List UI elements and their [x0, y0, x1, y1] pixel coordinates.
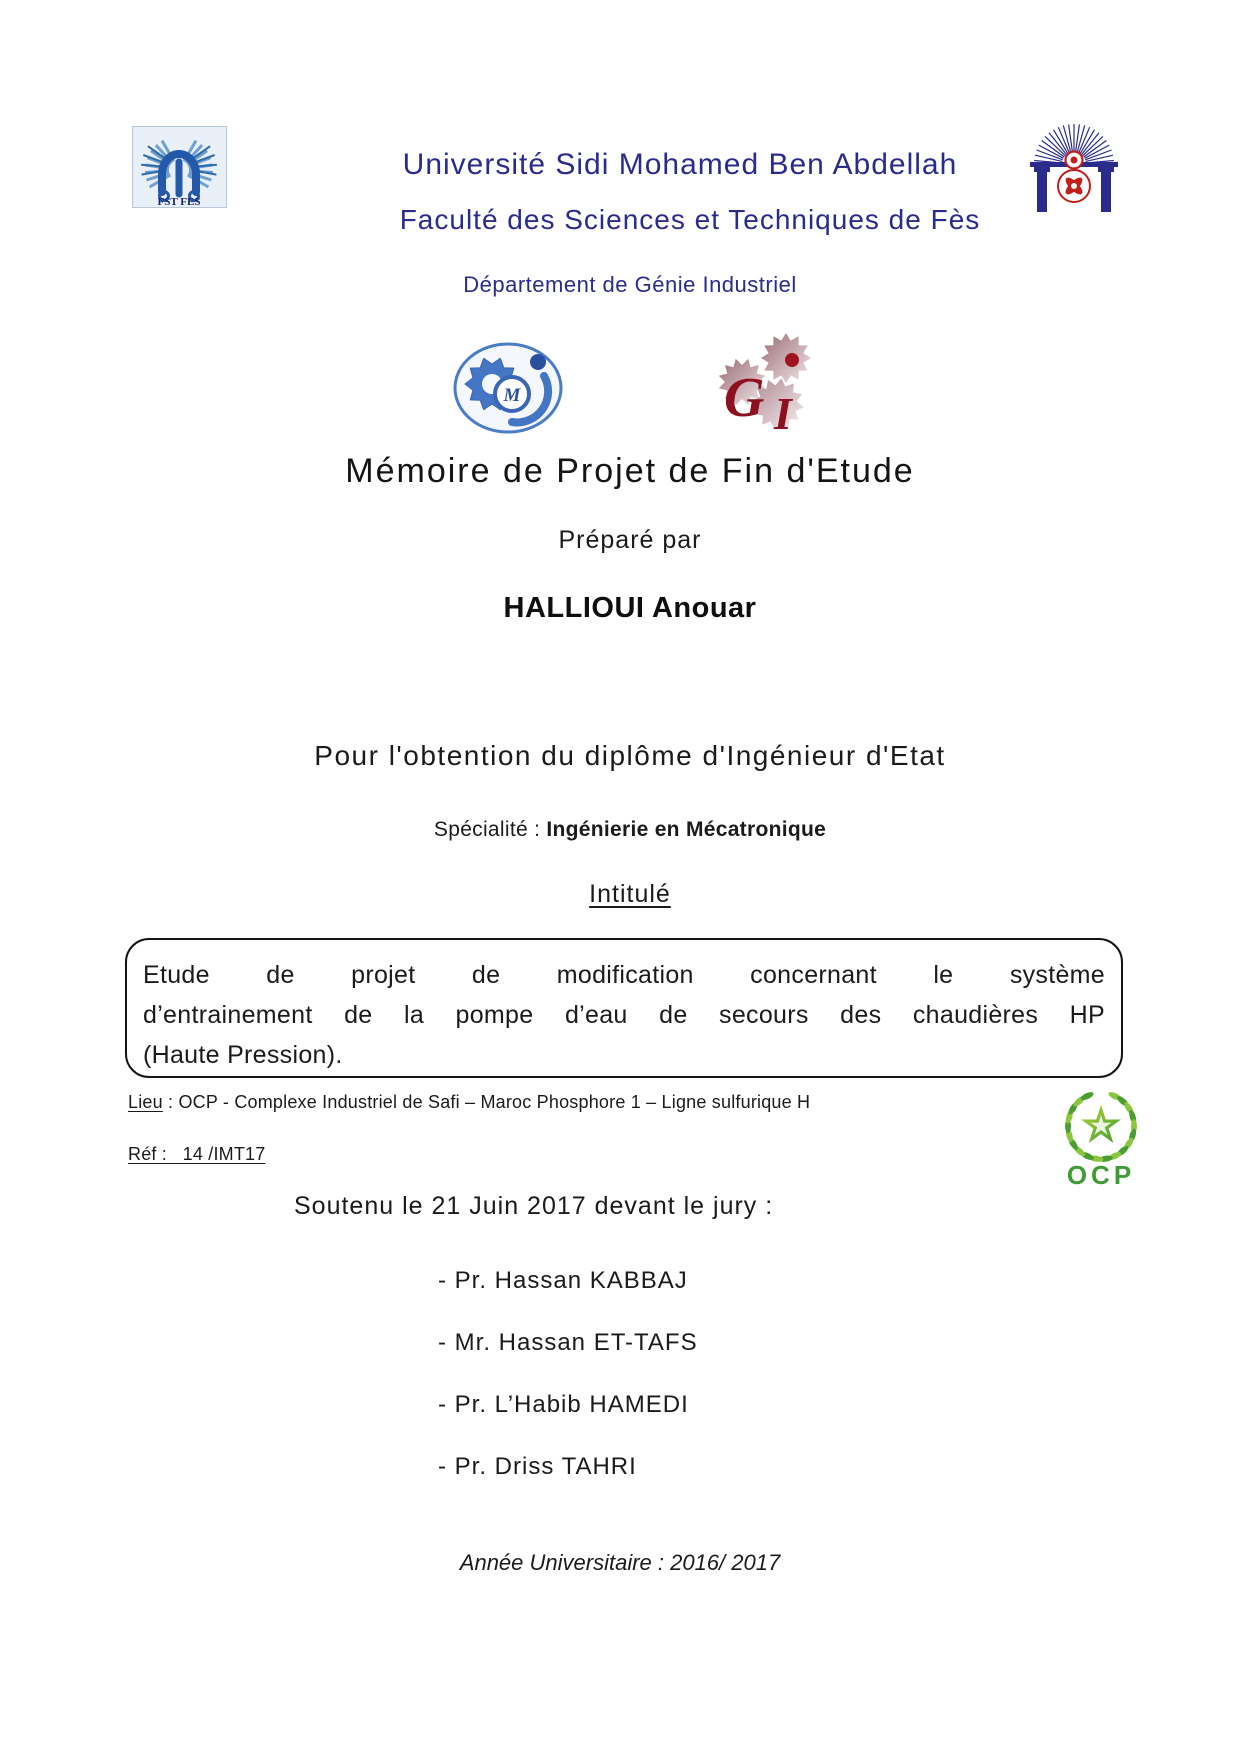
subject-heading: Intitulé [589, 880, 671, 908]
faculty-name: Faculté des Sciences et Techniques de Fès [399, 204, 981, 235]
university-name: Université Sidi Mohamed Ben Abdellah [402, 148, 958, 181]
specialty-value: Ingénierie en Mécatronique [546, 818, 827, 841]
subject-heading-line [310, 880, 950, 909]
subject-line-2: d’entrainement de la pompe d’eau de secours des chaudières HP [143, 1001, 1105, 1029]
jury-member-2: - Mr. Hassan ET-TAFS [438, 1329, 698, 1356]
university-emblem [1028, 116, 1120, 220]
specialty-label: Spécialité : [433, 818, 541, 841]
ocp-logo [1046, 1086, 1156, 1188]
jury-list [438, 1250, 698, 1498]
reference-line [128, 1144, 265, 1165]
author-name: HALLIOUI Anouar [503, 592, 757, 624]
subject-box [125, 938, 1123, 1078]
emblem-column-left [1037, 172, 1047, 212]
jury-member-4: - Pr. Driss TAHRI [438, 1453, 637, 1480]
emblem-column-right [1101, 172, 1111, 212]
mecatronique-logo [452, 342, 564, 434]
academic-year: Année Universitaire : 2016/ 2017 [459, 1550, 781, 1575]
gi-letter-g: G [724, 367, 765, 429]
emblem-capital-right [1098, 167, 1114, 172]
jury-member-3: - Pr. L’Habib HAMEDI [438, 1391, 689, 1418]
document-type-title: Mémoire de Projet de Fin d'Etude [345, 452, 915, 490]
location-label: Lieu [128, 1092, 163, 1112]
genie-industriel-logo [712, 332, 827, 432]
fst-logo-label: FST FES [157, 196, 201, 208]
reference-text: Réf : 14 /IMT17 [128, 1144, 266, 1164]
fst-fes-logo [132, 126, 227, 208]
jury-member-1: - Pr. Hassan KABBAJ [438, 1267, 688, 1294]
emblem-capital-left [1034, 167, 1050, 172]
prepared-by-label: Préparé par [558, 526, 702, 554]
meca-letter: M [503, 385, 521, 406]
ocp-logo-label: OCP [1066, 1160, 1136, 1188]
emblem-rosette-center [1071, 183, 1077, 189]
gi-letter-i: I [774, 388, 792, 432]
subject-line-1: Etude de projet de modification concernant le système [143, 961, 1105, 989]
specialty-line [310, 818, 950, 842]
meca-dot-icon [530, 354, 546, 370]
degree-purpose: Pour l'obtention du diplôme d'Ingénieur d'Etat [314, 740, 946, 771]
gi-red-dot-icon [785, 353, 799, 367]
location-line [128, 1092, 810, 1113]
emblem-ornament-dot-icon [1071, 157, 1078, 164]
subject-line-3: (Haute Pression). [143, 1041, 343, 1069]
location-text: : OCP - Complexe Industriel de Safi – Maroc Phosphore 1 – Ligne sulfurique H [162, 1092, 811, 1112]
department-name: Département de Génie Industriel [463, 272, 797, 297]
defense-intro: Soutenu le 21 Juin 2017 devant le jury : [294, 1192, 774, 1220]
